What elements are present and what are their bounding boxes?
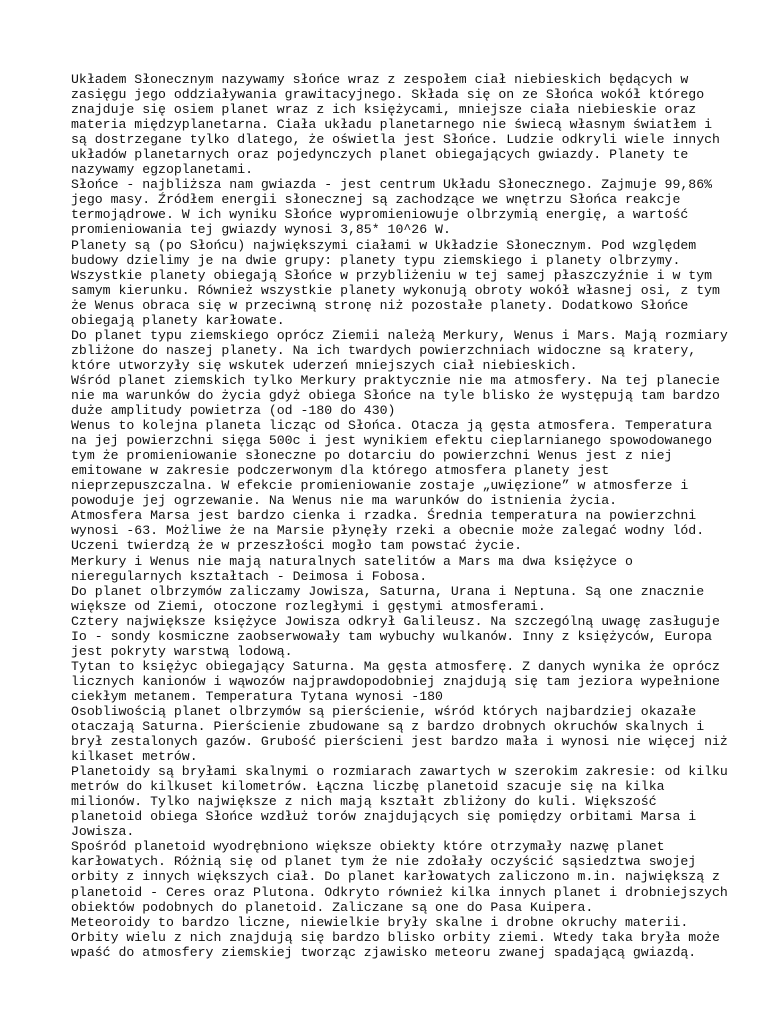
text-line: termojądrowe. W ich wyniku Słońce wypromieniowuje olbrzymią energię, a wartość — [71, 207, 689, 223]
text-line: Słońce - najbliższa nam gwiazda - jest centrum Układu Słonecznego. Zajmuje 99,86% — [71, 177, 713, 193]
text-line: Do planet typu ziemskiego oprócz Ziemii należą Merkury, Wenus i Mars. Mają rozmiary — [71, 327, 728, 343]
text-line: emitowane w zakresie podczerwonym dla którego atmosfera planety jest — [71, 463, 610, 479]
text-line: obiektów podobnych do planetoid. Zaliczane są one do Pasa Kuipera. — [71, 899, 594, 915]
text-line: Wszystkie planety obiegają Słońce w przybliżeniu w tej samej płaszczyźnie i w tym — [71, 267, 713, 283]
text-line: Tytan to księżyc obiegający Saturna. Ma gęsta atmosferę. Z danych wynika że oprócz — [71, 658, 720, 674]
text-line: materia międzyplanetarna. Ciała układu planetarnego nie świecą własnym światłem i — [71, 117, 713, 133]
text-line: na jej powierzchni sięga 500c i jest wynikiem efektu cieplarnianego spowodowanego — [71, 433, 713, 449]
text-line: promieniowania tej gwiazdy wynosi 3,85* 10^26 W. — [71, 222, 451, 238]
text-line: Meteoroidy to bardzo liczne, niewielkie bryły skalne i drobne okruchy materii. — [71, 914, 689, 930]
text-line: Orbity wielu z nich znajdują się bardzo blisko orbity ziemi. Wtedy taka bryła może — [71, 929, 720, 945]
text-line: większe od Ziemi, otoczone rozległymi i gęstymi atmosferami. — [71, 598, 546, 614]
text-line: otaczają Saturna. Pierścienie zbudowane są z bardzo drobnych okruchów skalnych i — [71, 719, 705, 735]
text-line: duże amplitudy powietrza (od -180 do 430) — [71, 403, 396, 419]
text-line: planetoid obiega Słońce wzdłuż torów znajdujących się pomiędzy orbitami Marsa i — [71, 809, 697, 825]
text-line: że Wenus obraca się w przeciwną stronę niż pozostałe planety. Dodatkowo Słońce — [71, 297, 689, 313]
text-line: Atmosfera Marsa jest bardzo cienka i rzadka. Średnia temperatura na powierzchni — [71, 508, 697, 524]
text-line: zasięgu jego oddziaływania grawitacyjnego. Składa się on ze Słońca wokół którego — [71, 87, 705, 103]
text-line: Uczeni twierdzą że w przeszłości mogło tam powstać życie. — [71, 538, 523, 554]
text-line: licznych kanionów i wąwozów najprawdopodobniej znajdują się tam jeziora wypełnione — [71, 673, 720, 689]
text-line: znajduje się osiem planet wraz z ich księżycami, mniejsze ciała niebieskie oraz — [71, 102, 697, 118]
text-line: budowy dzielimy je na dwie grupy: planety typu ziemskiego i planety olbrzymy. — [71, 252, 681, 268]
text-line: wynosi -63. Możliwe że na Marsie płynęły rzeki a obecnie może zalegać wodny lód. — [71, 523, 705, 539]
text-line: brył zestalonych gazów. Grubość pierścieni jest bardzo mała i wynosi nie więcej niż — [71, 734, 728, 750]
text-line: wpaść do atmosfery ziemskiej tworząc zjawisko meteoru zwanej spadającą gwiazdą. — [71, 944, 697, 960]
text-line: które utworzyły się wskutek uderzeń mniejszych ciał niebieskich. — [71, 357, 578, 373]
text-line: orbity z innych większych ciał. Do planet karłowatych zaliczono m.in. największą z — [71, 869, 720, 885]
text-line: zbliżone do naszej planety. Na ich twardych powierzchniach widoczne są kratery, — [71, 342, 697, 358]
text-line: Wśród planet ziemskich tylko Merkury praktycznie nie ma atmosfery. Na tej planecie — [71, 372, 720, 388]
text-line: Osobliwością planet olbrzymów są pierścienie, wśród których najbardziej okazałe — [71, 703, 697, 719]
text-line: układów planetarnych oraz pojedynczych planet obiegających gwiazdy. Planety te — [71, 147, 689, 163]
text-line: Jowisza. — [71, 824, 135, 840]
text-line: obiegają planety karłowate. — [71, 312, 285, 328]
text-line: Cztery największe księżyce Jowisza odkrył Galileusz. Na szczególną uwagę zasługuje — [71, 613, 720, 629]
document-page — [71, 72, 728, 960]
text-line: metrów do kilkuset kilometrów. Łączna liczbę planetoid szacuje się na kilka — [71, 779, 665, 795]
text-line: Io - sondy kosmiczne zaobserwowały tam wybuchy wulkanów. Inny z księżyców, Europa — [71, 628, 713, 644]
text-line: tym że promieniowanie słoneczne po dotarciu do powierzchni Wenus jest z niej — [71, 448, 673, 464]
text-line: Do planet olbrzymów zaliczamy Jowisza, Saturna, Urana i Neptuna. Są one znacznie — [71, 583, 705, 599]
text-line: planetoid - Ceres oraz Plutona. Odkryto również kilka innych planet i drobniejszych — [71, 884, 728, 900]
text-line: nieregularnych kształtach - Deimosa i Fobosa. — [71, 568, 428, 584]
text-line: karłowatych. Różnią się od planet tym że nie zdołały oczyścić sąsiedztwa swojej — [71, 854, 697, 870]
text-line: nazywamy egzoplanetami. — [71, 162, 254, 178]
text-line: kilkaset metrów. — [71, 749, 198, 765]
text-line: powoduje jej ogrzewanie. Na Wenus nie ma warunków do istnienia życia. — [71, 493, 618, 509]
text-line: nie ma warunków do życia gdyż obiega Słońce na tyle blisko że występują tam bardzo — [71, 387, 720, 403]
text-line: Układem Słonecznym nazywamy słońce wraz z zespołem ciał niebieskich będących w — [71, 72, 689, 87]
text-line: Wenus to kolejna planeta licząc od Słońca. Otacza ją gęsta atmosfera. Temperatura — [71, 418, 713, 434]
text-line: są dostrzegane tylko dlatego, że oświetla jest Słońce. Ludzie odkryli wiele innych — [71, 132, 720, 148]
text-line: jego masy. Źródłem energii słonecznej są zachodzące we wnętrzu Słońca reakcje — [71, 192, 681, 208]
text-line: samym kierunku. Również wszystkie planety wykonują obroty wokół własnej osi, z tym — [71, 282, 720, 298]
text-line: jest pokryty warstwą lodową. — [71, 643, 293, 659]
text-line: Merkury i Wenus nie mają naturalnych satelitów a Mars ma dwa księżyce o — [71, 553, 633, 569]
text-line: ciekłym metanem. Temperatura Tytana wynosi -180 — [71, 688, 443, 704]
text-line: nieprzepuszczalna. W efekcie promieniowanie zostaje „uwięzione” w atmosferze i — [71, 478, 689, 494]
text-line: Spośród planetoid wyodrębniono większe obiekty które otrzymały nazwę planet — [71, 839, 665, 855]
text-line: Planety są (po Słońcu) największymi ciałami w Układzie Słonecznym. Pod względem — [71, 237, 697, 253]
text-line: Planetoidy są bryłami skalnymi o rozmiarach zawartych w szerokim zakresie: od kilku — [71, 764, 728, 780]
text-line: milionów. Tylko największe z nich mają kształt zbliżony do kuli. Większość — [71, 794, 657, 810]
